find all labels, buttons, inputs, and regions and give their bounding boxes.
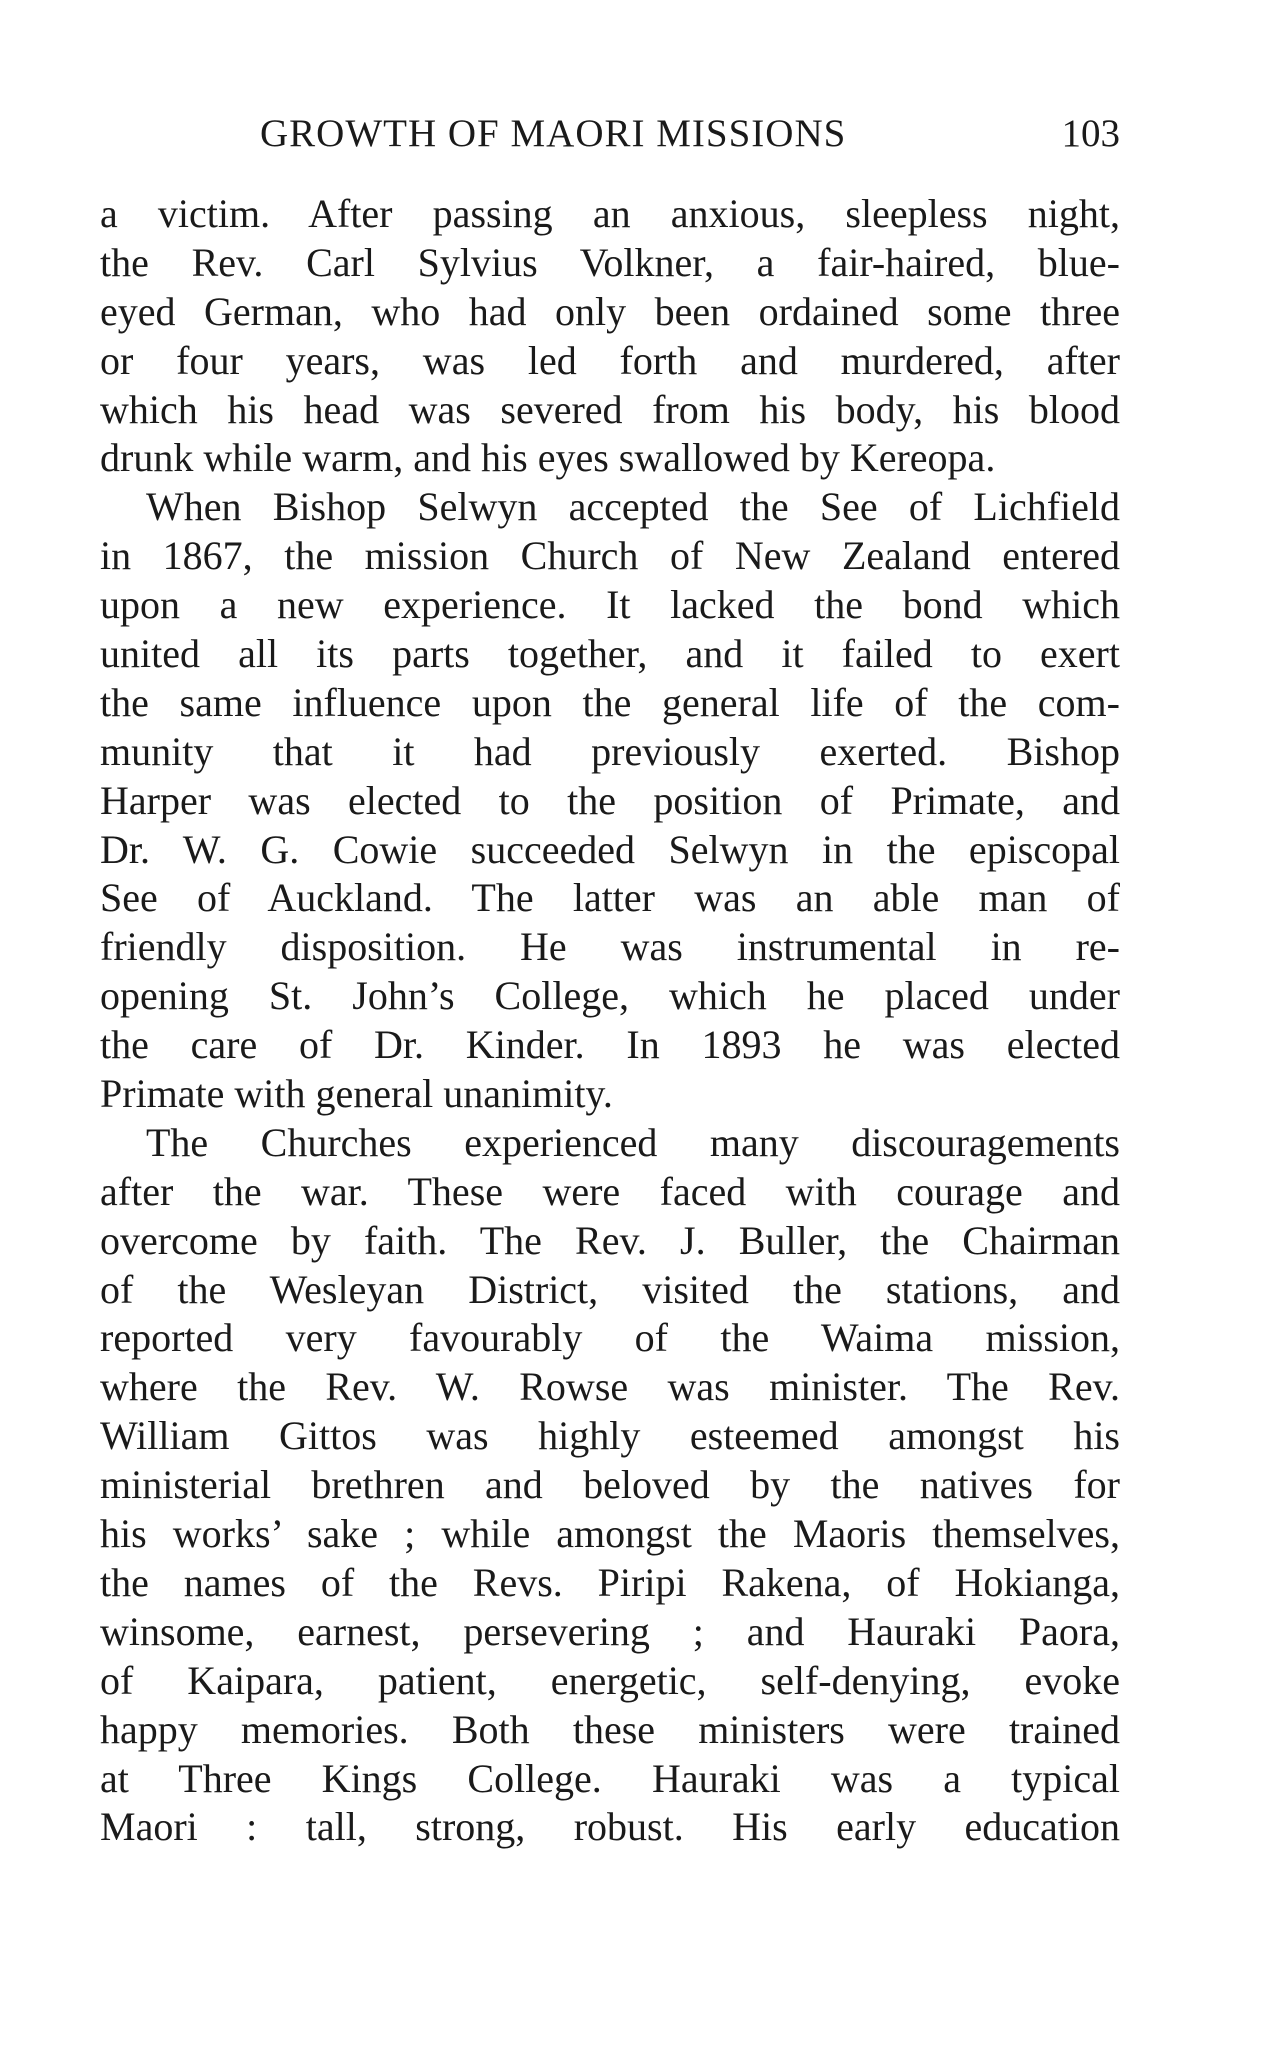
text-line: happy memories. Both these ministers were trained (100, 1706, 1120, 1752)
text-line: munity that it had previously exerted. Bishop (100, 728, 1120, 774)
text-line: winsome, earnest, persevering ; and Hauraki Paora, (100, 1608, 1120, 1654)
text-line: Primate with general unanimity. (100, 1071, 613, 1117)
text-line: the same influence upon the general life of the com- (100, 679, 1120, 725)
text-line: of the Wesleyan District, visited the stations, and (100, 1266, 1120, 1312)
text-line: in 1867, the mission Church of New Zealand entered (100, 533, 1120, 579)
paragraph-start-line: The Churches experienced many discouragements (146, 1119, 1120, 1165)
text-line: the Rev. Carl Sylvius Volkner, a fair-haired, blue- (100, 239, 1120, 285)
text-line: a victim. After passing an anxious, sleepless night, (100, 191, 1120, 236)
text-line: where the Rev. W. Rowse was minister. The Rev. (100, 1364, 1120, 1410)
text-line: friendly disposition. He was instrumental in re- (100, 924, 1120, 970)
text-line: of Kaipara, patient, energetic, self-denying, evoke (100, 1657, 1120, 1703)
text-line: Harper was elected to the position of Primate, and (100, 777, 1120, 823)
text-line: upon a new experience. It lacked the bond which (100, 582, 1120, 628)
text-line: which his head was severed from his body, his blood (100, 386, 1120, 432)
text-line: opening St. John’s College, which he placed under (100, 973, 1120, 1019)
text-line: drunk while warm, and his eyes swallowed by Kereopa. (100, 435, 996, 481)
text-line: the care of Dr. Kinder. In 1893 he was elected (100, 1022, 1120, 1068)
text-line: united all its parts together, and it failed to exert (100, 631, 1120, 677)
page-header (100, 104, 1120, 164)
text-line: at Three Kings College. Hauraki was a typical (100, 1755, 1120, 1801)
text-line: Maori : tall, strong, robust. His early education (100, 1804, 1120, 1850)
text-line: the names of the Revs. Piripi Rakena, of Hokianga, (100, 1559, 1120, 1605)
text-line: or four years, was led forth and murdered, after (100, 337, 1120, 383)
text-line: his works’ sake ; while amongst the Maoris themselves, (100, 1511, 1120, 1557)
text-line: after the war. These were faced with courage and (100, 1168, 1120, 1214)
page-number: 103 (1061, 112, 1120, 155)
text-line: overcome by faith. The Rev. J. Buller, the Chairman (100, 1217, 1120, 1263)
text-line: See of Auckland. The latter was an able man of (100, 875, 1120, 921)
body-text (100, 190, 1120, 1852)
text-line: William Gittos was highly esteemed amongst his (100, 1413, 1120, 1459)
text-line: Dr. W. G. Cowie succeeded Selwyn in the episcopal (100, 826, 1120, 872)
text-line: eyed German, who had only been ordained some three (100, 288, 1120, 334)
text-line: ministerial brethren and beloved by the natives for (100, 1462, 1120, 1508)
text-line: reported very favourably of the Waima mission, (100, 1315, 1120, 1361)
paragraph-start-line: When Bishop Selwyn accepted the See of Lichfield (146, 484, 1120, 530)
running-head: GROWTH OF MAORI MISSIONS (260, 112, 847, 155)
